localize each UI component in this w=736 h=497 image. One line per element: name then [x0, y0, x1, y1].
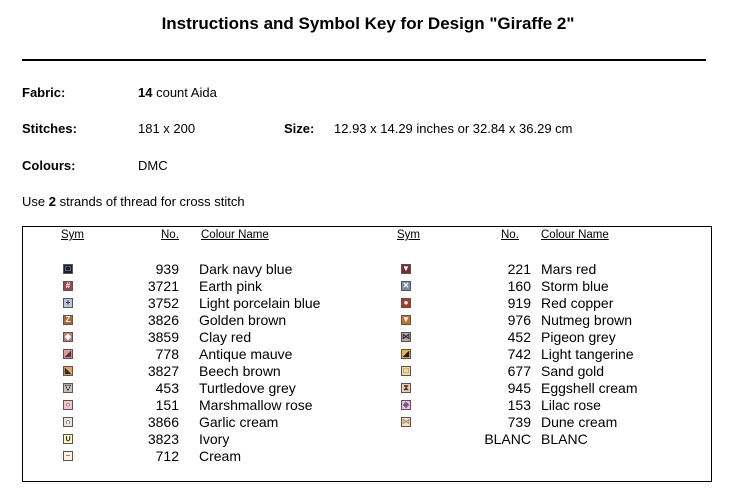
title-divider	[22, 59, 706, 61]
symbol-swatch-icon: ▼	[402, 264, 410, 273]
header-name-right: Colour Name	[541, 229, 609, 241]
colour-name: Beech brown	[199, 363, 281, 379]
symbol-swatch-icon: ✕	[402, 281, 410, 290]
colour-name: Turtledove grey	[199, 380, 296, 396]
strands-suffix: strands of thread for cross stitch	[59, 194, 245, 209]
dmc-number: 945	[507, 380, 531, 396]
colour-name: Lilac rose	[541, 397, 601, 413]
dmc-number: 452	[507, 329, 531, 345]
colour-name: BLANC	[541, 431, 588, 447]
header-sym-left: Sym	[61, 229, 84, 241]
strands-count: 2	[48, 194, 56, 209]
symbol-key-table	[22, 226, 712, 482]
symbol-swatch-icon: ⋈	[402, 332, 410, 341]
symbol-swatch-icon: ⧗	[401, 383, 411, 393]
symbol-swatch-icon: +	[63, 298, 73, 308]
dmc-number: 939	[155, 261, 179, 277]
key-row	[23, 329, 363, 346]
dmc-number: 3721	[147, 278, 179, 294]
dmc-number: 677	[507, 363, 531, 379]
symbol-swatch-icon	[401, 434, 411, 444]
strands-instruction	[22, 194, 245, 209]
colour-name: Pigeon grey	[541, 329, 616, 345]
dmc-number: 712	[155, 448, 179, 464]
symbol-swatch-icon: ◢	[402, 349, 410, 358]
dmc-number: 739	[507, 414, 531, 430]
symbol-swatch-icon: ◆	[402, 400, 410, 409]
symbol-swatch-icon: #	[63, 281, 73, 291]
key-row	[363, 414, 711, 431]
size-label: Size:	[284, 121, 315, 136]
colour-name: Storm blue	[541, 278, 609, 294]
colour-name: Nutmeg brown	[541, 312, 633, 328]
dmc-number: 221	[507, 261, 531, 277]
header-no-right: No.	[501, 229, 519, 241]
dmc-number: 3823	[147, 431, 179, 447]
key-row	[23, 346, 363, 363]
symbol-swatch-icon: ◢	[64, 349, 72, 358]
stitches-value: 181 x 200	[138, 121, 196, 136]
colour-name: Light porcelain blue	[199, 295, 321, 311]
colour-name: Clay red	[199, 329, 252, 345]
colour-name: Mars red	[541, 261, 597, 277]
strands-prefix: Use	[22, 194, 46, 209]
colour-name: Sand gold	[541, 363, 605, 379]
dmc-number: 976	[507, 312, 531, 328]
key-row	[23, 431, 363, 448]
colour-name: Garlic cream	[199, 414, 279, 430]
dmc-number: 778	[155, 346, 179, 362]
colour-name: Eggshell cream	[541, 380, 638, 396]
symbol-swatch-icon: ○	[63, 400, 73, 410]
key-row	[23, 414, 363, 431]
colour-name: Golden brown	[199, 312, 287, 328]
symbol-swatch-icon: Z	[63, 315, 73, 325]
colour-name: Earth pink	[199, 278, 263, 294]
key-row	[23, 363, 363, 380]
key-row	[23, 295, 363, 312]
colours-label: Colours:	[22, 158, 76, 173]
right-column	[363, 261, 711, 448]
symbol-swatch-icon: −	[63, 451, 73, 461]
fabric-type: count Aida	[156, 85, 217, 100]
key-row	[363, 346, 711, 363]
key-row	[23, 448, 363, 465]
key-row	[23, 397, 363, 414]
key-row	[23, 312, 363, 329]
colour-name: Red copper	[541, 295, 614, 311]
key-row	[23, 278, 363, 295]
colour-name: Marshmallow rose	[199, 397, 313, 413]
colour-name: Dark navy blue	[199, 261, 293, 277]
symbol-swatch-icon: □	[63, 264, 73, 274]
fabric-label: Fabric:	[22, 85, 66, 100]
symbol-swatch-icon: □	[401, 366, 411, 376]
colour-name: Cream	[199, 448, 242, 464]
dmc-number: 453	[155, 380, 179, 396]
colours-value: DMC	[138, 158, 168, 173]
key-row	[363, 295, 711, 312]
colour-name: Dune cream	[541, 414, 618, 430]
key-row	[363, 380, 711, 397]
key-row	[363, 278, 711, 295]
key-row	[363, 329, 711, 346]
colour-name: Light tangerine	[541, 346, 634, 362]
header-name-left: Colour Name	[201, 229, 269, 241]
dmc-number: 919	[507, 295, 531, 311]
key-row	[363, 363, 711, 380]
header-no-left: No.	[161, 229, 179, 241]
fabric-count: 14	[138, 85, 153, 100]
symbol-swatch-icon: ●	[401, 298, 411, 308]
key-row	[23, 261, 363, 278]
header-sym-right: Sym	[397, 229, 420, 241]
left-column	[23, 261, 363, 465]
symbol-swatch-icon: ◆	[64, 332, 72, 341]
stitches-label: Stitches:	[22, 121, 77, 136]
dmc-number: 742	[507, 346, 531, 362]
dmc-number: 3752	[147, 295, 179, 311]
dmc-number: 160	[507, 278, 531, 294]
symbol-swatch-icon: ▼	[402, 315, 410, 324]
key-row	[363, 312, 711, 329]
symbol-swatch-icon: ◣	[64, 366, 72, 375]
colour-name: Antique mauve	[199, 346, 293, 362]
dmc-number: 151	[155, 397, 179, 413]
symbol-swatch-icon: ∪	[63, 434, 73, 444]
dmc-number: 3827	[147, 363, 179, 379]
colour-name: Ivory	[199, 431, 230, 447]
symbol-swatch-icon: ∩	[63, 417, 73, 427]
page-title: Instructions and Symbol Key for Design "Giraffe 2"	[161, 14, 575, 33]
dmc-number: 3866	[147, 414, 179, 430]
key-row	[363, 431, 711, 448]
symbol-swatch-icon: ▽	[64, 383, 72, 392]
key-row	[363, 397, 711, 414]
dmc-number: 3859	[147, 329, 179, 345]
dmc-number: 153	[507, 397, 531, 413]
dmc-number: 3826	[147, 312, 179, 328]
key-row	[363, 261, 711, 278]
fabric-value	[138, 85, 217, 100]
symbol-swatch-icon: ⋈	[402, 417, 410, 426]
size-value: 12.93 x 14.29 inches or 32.84 x 36.29 cm	[334, 121, 573, 136]
key-row	[23, 380, 363, 397]
dmc-number: BLANC	[484, 431, 531, 447]
